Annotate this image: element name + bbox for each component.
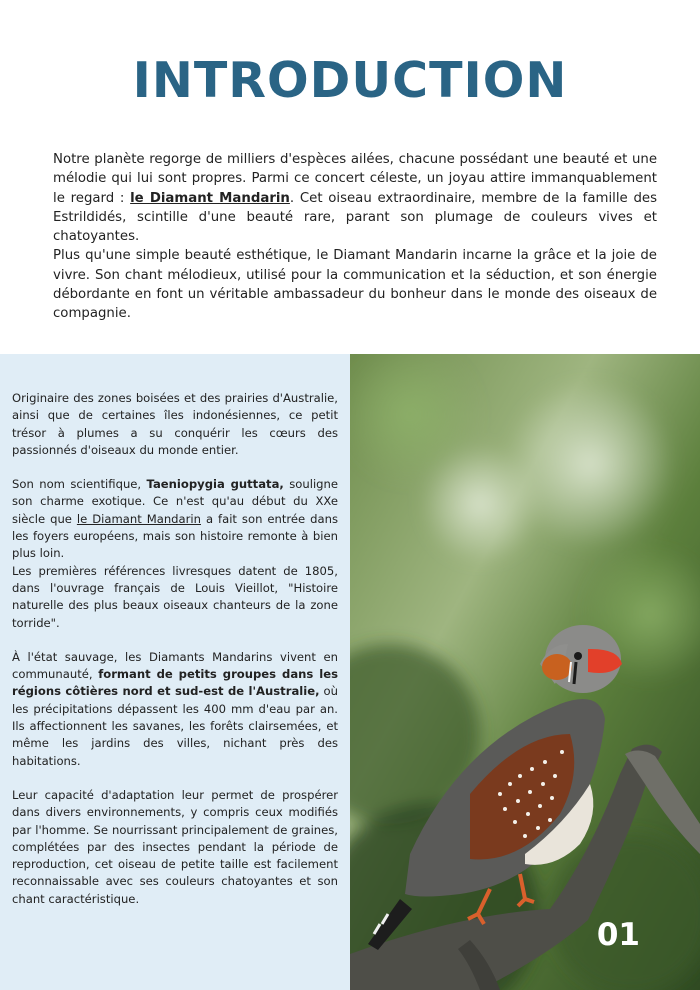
- scientific-name-paragraph: [12, 476, 338, 562]
- adaptation-paragraph: Leur capacité d'adaptation leur permet de prospérer dans divers environnements, y compris ceux modifiés par l'homme. Se nourrissant principalement de graines, complétées par des insectes pendant la période de reproduction, cet oiseau de petite taille est facilement reconnaissable avec ses couleurs chatoyantes et son chant caractéristique.: [12, 787, 338, 906]
- bird-name-link[interactable]: le Diamant Mandarin: [76, 511, 201, 526]
- text-segment: Son nom scientifique,: [12, 477, 147, 492]
- habitat-paragraph: [12, 649, 338, 770]
- intro-text-segment: Notre planète regorge de milliers d'espèces ailées, chacune possédant une beauté et une mélodie qui lui sont propres. Parmi ce concert céleste, un joyau attire immanquablement le regard :: [53, 152, 657, 206]
- page-title: INTRODUCTION: [132, 52, 568, 109]
- habitat-highlight: formant de petits groupes dans les régions côtières nord et sud-est de l'Australie,: [12, 667, 338, 699]
- bird-name-link[interactable]: le Diamant Mandarin: [130, 190, 290, 206]
- references-paragraph: Les premières références livresques datent de 1805, dans l'ouvrage français de Louis Vieillot, "Histoire naturelle des plus beaux oiseaux chanteurs de la zone torride".: [12, 563, 338, 630]
- text-segment: souligne son charme exotique. Ce n'est qu'au début du XXe siècle que: [12, 477, 339, 526]
- text-segment: À l'état sauvage, les Diamants Mandarins vivent en communauté,: [12, 649, 338, 682]
- text-segment: où les précipitations dépassent les 400 mm d'eau par an. Ils affectionnent les savanes, les forêts clairsemées, et même les jardins des villes, nichant près des habitations.: [12, 684, 338, 768]
- origin-paragraph: Originaire des zones boisées et des prairies d'Australie, ainsi que de certaines îles indonésiennes, ce petit trésor à plumes a su conquérir les cœurs des passionnés d'oiseaux du monde entier.: [12, 391, 338, 457]
- scientific-name: Taeniopygia guttata,: [146, 477, 284, 492]
- bird-illustration: [350, 354, 700, 990]
- intro-text-segment: . Cet oiseau extraordinaire, membre de la famille des Estrildidés, scintille d'une beauté rare, parant son plumage de couleurs vives et chatoyantes.: [53, 190, 657, 245]
- zebra-finch-photo: [350, 354, 700, 990]
- left-column-text: [12, 390, 338, 908]
- text-segment: a fait son entrée dans les foyers européens, mais son histoire remonte à bien plus loin.: [12, 511, 338, 561]
- page-number: 01: [596, 917, 640, 953]
- intro-paragraph-2: Plus qu'une simple beauté esthétique, le Diamant Mandarin incarne la grâce et la joie de vivre. Son chant mélodieux, utilisé pour la communication et la séduction, et son énergie débordante en font un véritable ambassadeur du bonheur dans le monde des oiseaux de compagnie.: [53, 248, 657, 322]
- intro-text: [53, 150, 657, 324]
- intro-paragraph-1: [53, 150, 657, 246]
